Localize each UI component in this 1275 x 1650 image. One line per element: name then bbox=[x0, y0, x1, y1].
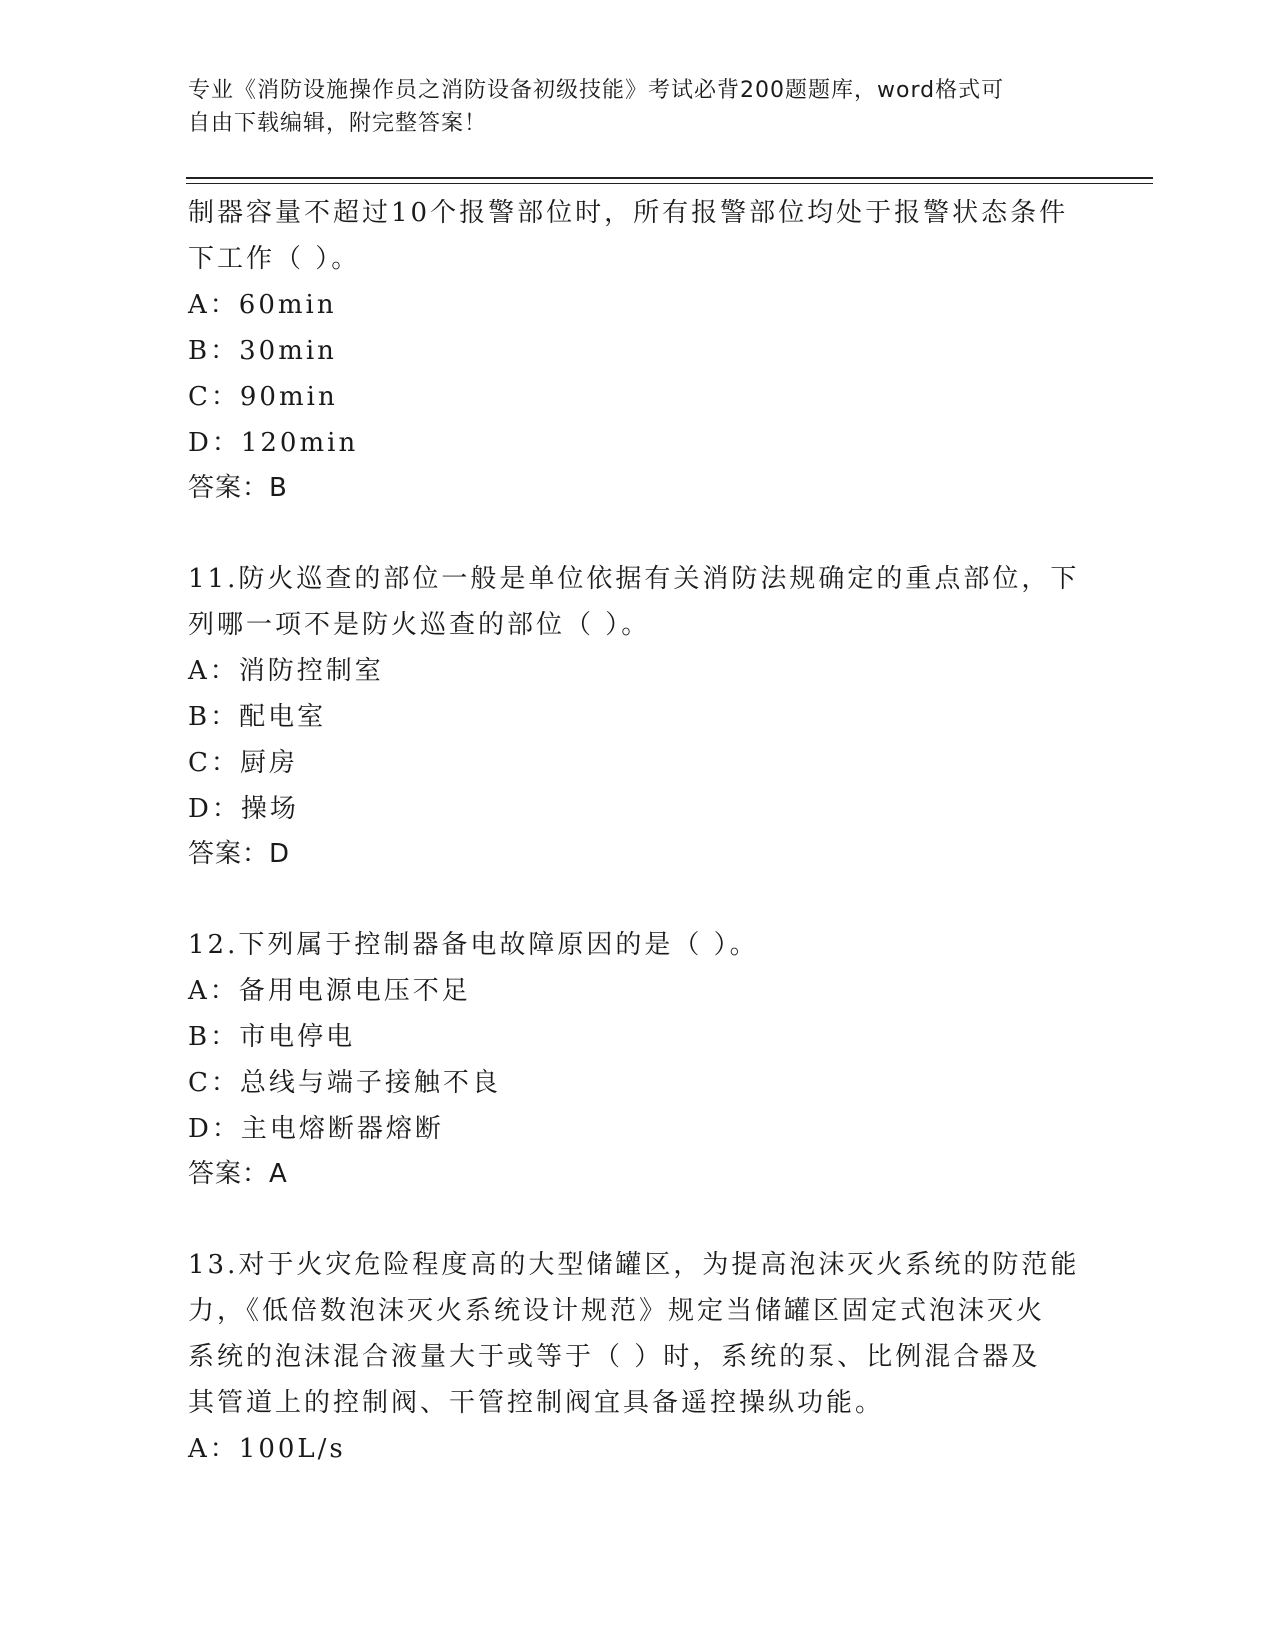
option-a: A：100L/s bbox=[188, 1434, 346, 1464]
question-stem: 下工作（ ）。 bbox=[188, 244, 361, 274]
question-stem: 系统的泡沫混合液量大于或等于（ ）时，系统的泵、比例混合器及 bbox=[188, 1342, 1041, 1372]
answer-line: 答案：B bbox=[188, 473, 288, 503]
document-header bbox=[188, 74, 1068, 140]
option-d: D：主电熔断器熔断 bbox=[188, 1114, 444, 1144]
answer-line: 答案：D bbox=[188, 839, 291, 869]
question-12 bbox=[188, 922, 1088, 1196]
header-line-2: 自由下载编辑，附完整答案！ bbox=[188, 111, 488, 136]
option-a: A：备用电源电压不足 bbox=[188, 976, 471, 1006]
question-13 bbox=[188, 1242, 1088, 1472]
option-a: A：消防控制室 bbox=[188, 656, 384, 686]
header-rule-thin bbox=[186, 183, 1153, 184]
option-c: C：90min bbox=[188, 382, 338, 412]
header-line-1: 专业《消防设施操作员之消防设备初级技能》考试必背200题题库，word格式可 bbox=[188, 78, 1005, 103]
option-b: B：市电停电 bbox=[188, 1022, 356, 1052]
option-d: D：120min bbox=[188, 428, 359, 458]
question-stem: 制器容量不超过10个报警部位时，所有报警部位均处于报警状态条件 bbox=[188, 198, 1069, 228]
question-stem: 11.防火巡查的部位一般是单位依据有关消防法规确定的重点部位，下 bbox=[188, 564, 1080, 594]
option-a: A：60min bbox=[188, 290, 337, 320]
header-rule-thick bbox=[186, 177, 1153, 179]
question-11 bbox=[188, 556, 1088, 876]
question-stem: 12.下列属于控制器备电故障原因的是（ ）。 bbox=[188, 930, 759, 960]
question-10 bbox=[188, 190, 1088, 510]
answer-line: 答案：A bbox=[188, 1159, 288, 1189]
question-stem: 其管道上的控制阀、干管控制阀宜具备遥控操纵功能。 bbox=[188, 1388, 885, 1418]
option-b: B：30min bbox=[188, 336, 337, 366]
question-list bbox=[188, 190, 1088, 1472]
option-c: C：厨房 bbox=[188, 748, 298, 778]
option-c: C：总线与端子接触不良 bbox=[188, 1068, 501, 1098]
question-stem: 力，《低倍数泡沫灭火系统设计规范》规定当储罐区固定式泡沫灭火 bbox=[188, 1296, 1046, 1326]
option-b: B：配电室 bbox=[188, 702, 327, 732]
question-stem: 13.对于火灾危险程度高的大型储罐区，为提高泡沫灭火系统的防范能 bbox=[188, 1250, 1080, 1280]
option-d: D：操场 bbox=[188, 794, 299, 824]
question-stem: 列哪一项不是防火巡查的部位（ ）。 bbox=[188, 610, 651, 640]
